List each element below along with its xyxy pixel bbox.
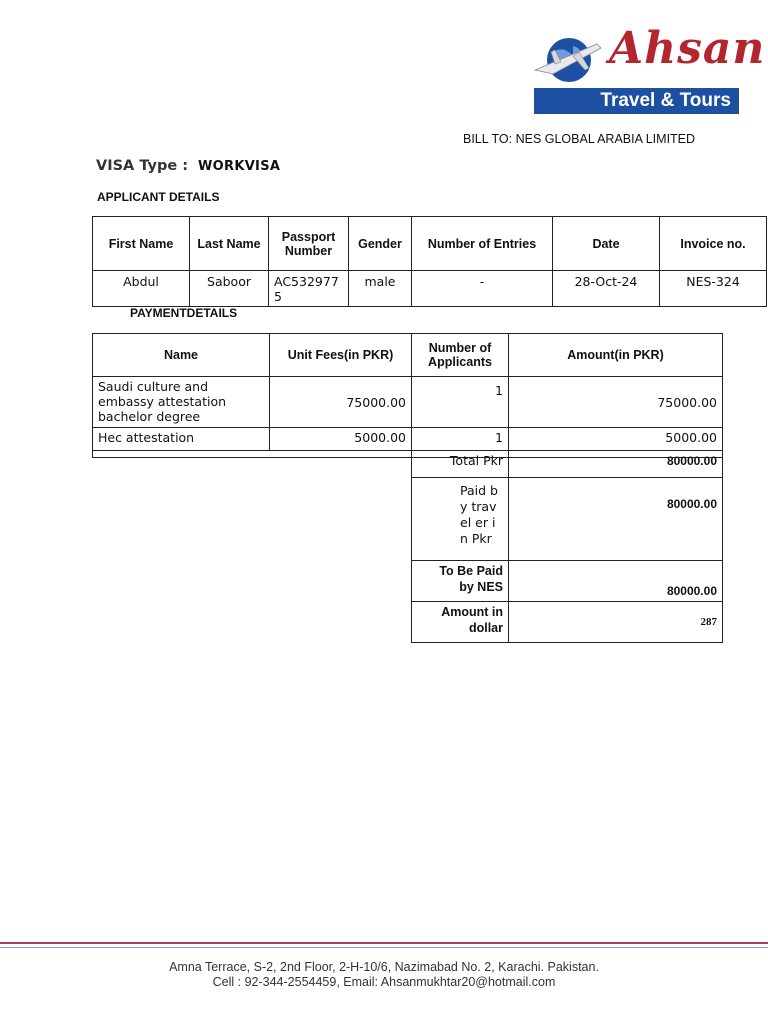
date-cell: 28-Oct-24 (553, 271, 660, 307)
col-header: Gender (349, 217, 412, 271)
paid-by-traveler-row (412, 478, 723, 561)
table-row (93, 377, 723, 428)
amount-dollar-row (412, 602, 723, 643)
col-header: First Name (93, 217, 190, 271)
brand-tagline: Travel & Tours (600, 90, 731, 111)
brand-tagline-bar (534, 88, 739, 114)
visa-type-value: WORKVISA (198, 159, 281, 174)
col-header: Name (93, 334, 270, 377)
col-header: Number of Applicants (412, 334, 509, 377)
to-be-paid-text: To Be Paid by NES (439, 564, 503, 594)
applicants-cell: 1 (412, 377, 509, 428)
payment-table (92, 333, 723, 458)
gender-cell: male (349, 271, 412, 307)
total-pkr-label: Total Pkr (412, 451, 509, 478)
footer-contact: Cell : 92-344-2554459, Email: Ahsanmukhtar20@hotmail.com (212, 975, 556, 989)
table-row (93, 428, 723, 451)
unit-fee-cell: 5000.00 (270, 428, 412, 451)
bill-to: BILL TO: NES GLOBAL ARABIA LIMITED (463, 132, 696, 146)
col-header: Last Name (190, 217, 269, 271)
applicant-header-row (93, 217, 767, 271)
amount-cell: 75000.00 (509, 377, 723, 428)
unit-fee-cell: 75000.00 (270, 377, 412, 428)
col-header: Amount(in PKR) (509, 334, 723, 377)
amount-dollar-value: 287 (509, 602, 723, 643)
table-row (93, 271, 767, 307)
first-name-cell: Abdul (93, 271, 190, 307)
applicants-cell: 1 (412, 428, 509, 451)
footer-divider-thin (0, 947, 768, 948)
totals-table (411, 450, 723, 643)
globe-airplane-icon (533, 30, 603, 86)
entries-cell: - (412, 271, 553, 307)
visa-type (96, 158, 280, 174)
col-header: Unit Fees(in PKR) (270, 334, 412, 377)
brand-name: Ahsan (609, 23, 766, 74)
item-name-cell: Hec attestation (93, 428, 270, 451)
invoice-cell: NES-324 (660, 271, 767, 307)
applicant-table (92, 216, 767, 307)
col-header: Number of Entries (412, 217, 553, 271)
payment-details-title: PAYMENTDETAILS (130, 306, 238, 320)
item-name-cell: Saudi culture and embassy attestation bachelor degree (93, 377, 270, 428)
total-pkr-value: 80000.00 (509, 451, 723, 478)
col-header: Invoice no. (660, 217, 767, 271)
footer-address: Amna Terrace, S-2, 2nd Floor, 2-H-10/6, Nazimabad No. 2, Karachi. Pakistan. (169, 960, 599, 974)
applicant-details-title: APPLICANT DETAILS (97, 190, 220, 204)
company-logo (533, 23, 766, 116)
payment-header-row (93, 334, 723, 377)
visa-type-label: VISA Type : (96, 158, 189, 174)
to-be-paid-label (412, 561, 509, 602)
to-be-paid-row (412, 561, 723, 602)
amount-dollar-text: Amount in dollar (441, 605, 503, 635)
col-header: Date (553, 217, 660, 271)
col-header: Passport Number (269, 217, 349, 271)
passport-cell: AC5329775 (269, 271, 349, 307)
paid-by-traveler-value: 80000.00 (509, 478, 723, 561)
amount-cell: 5000.00 (509, 428, 723, 451)
total-row (412, 451, 723, 478)
paid-by-traveler-label (412, 478, 509, 561)
footer-divider (0, 942, 768, 944)
last-name-cell: Saboor (190, 271, 269, 307)
amount-dollar-label (412, 602, 509, 643)
paid-by-traveler-text: Paid by travel er in Pkr (460, 483, 498, 546)
to-be-paid-value: 80000.00 (509, 561, 723, 602)
